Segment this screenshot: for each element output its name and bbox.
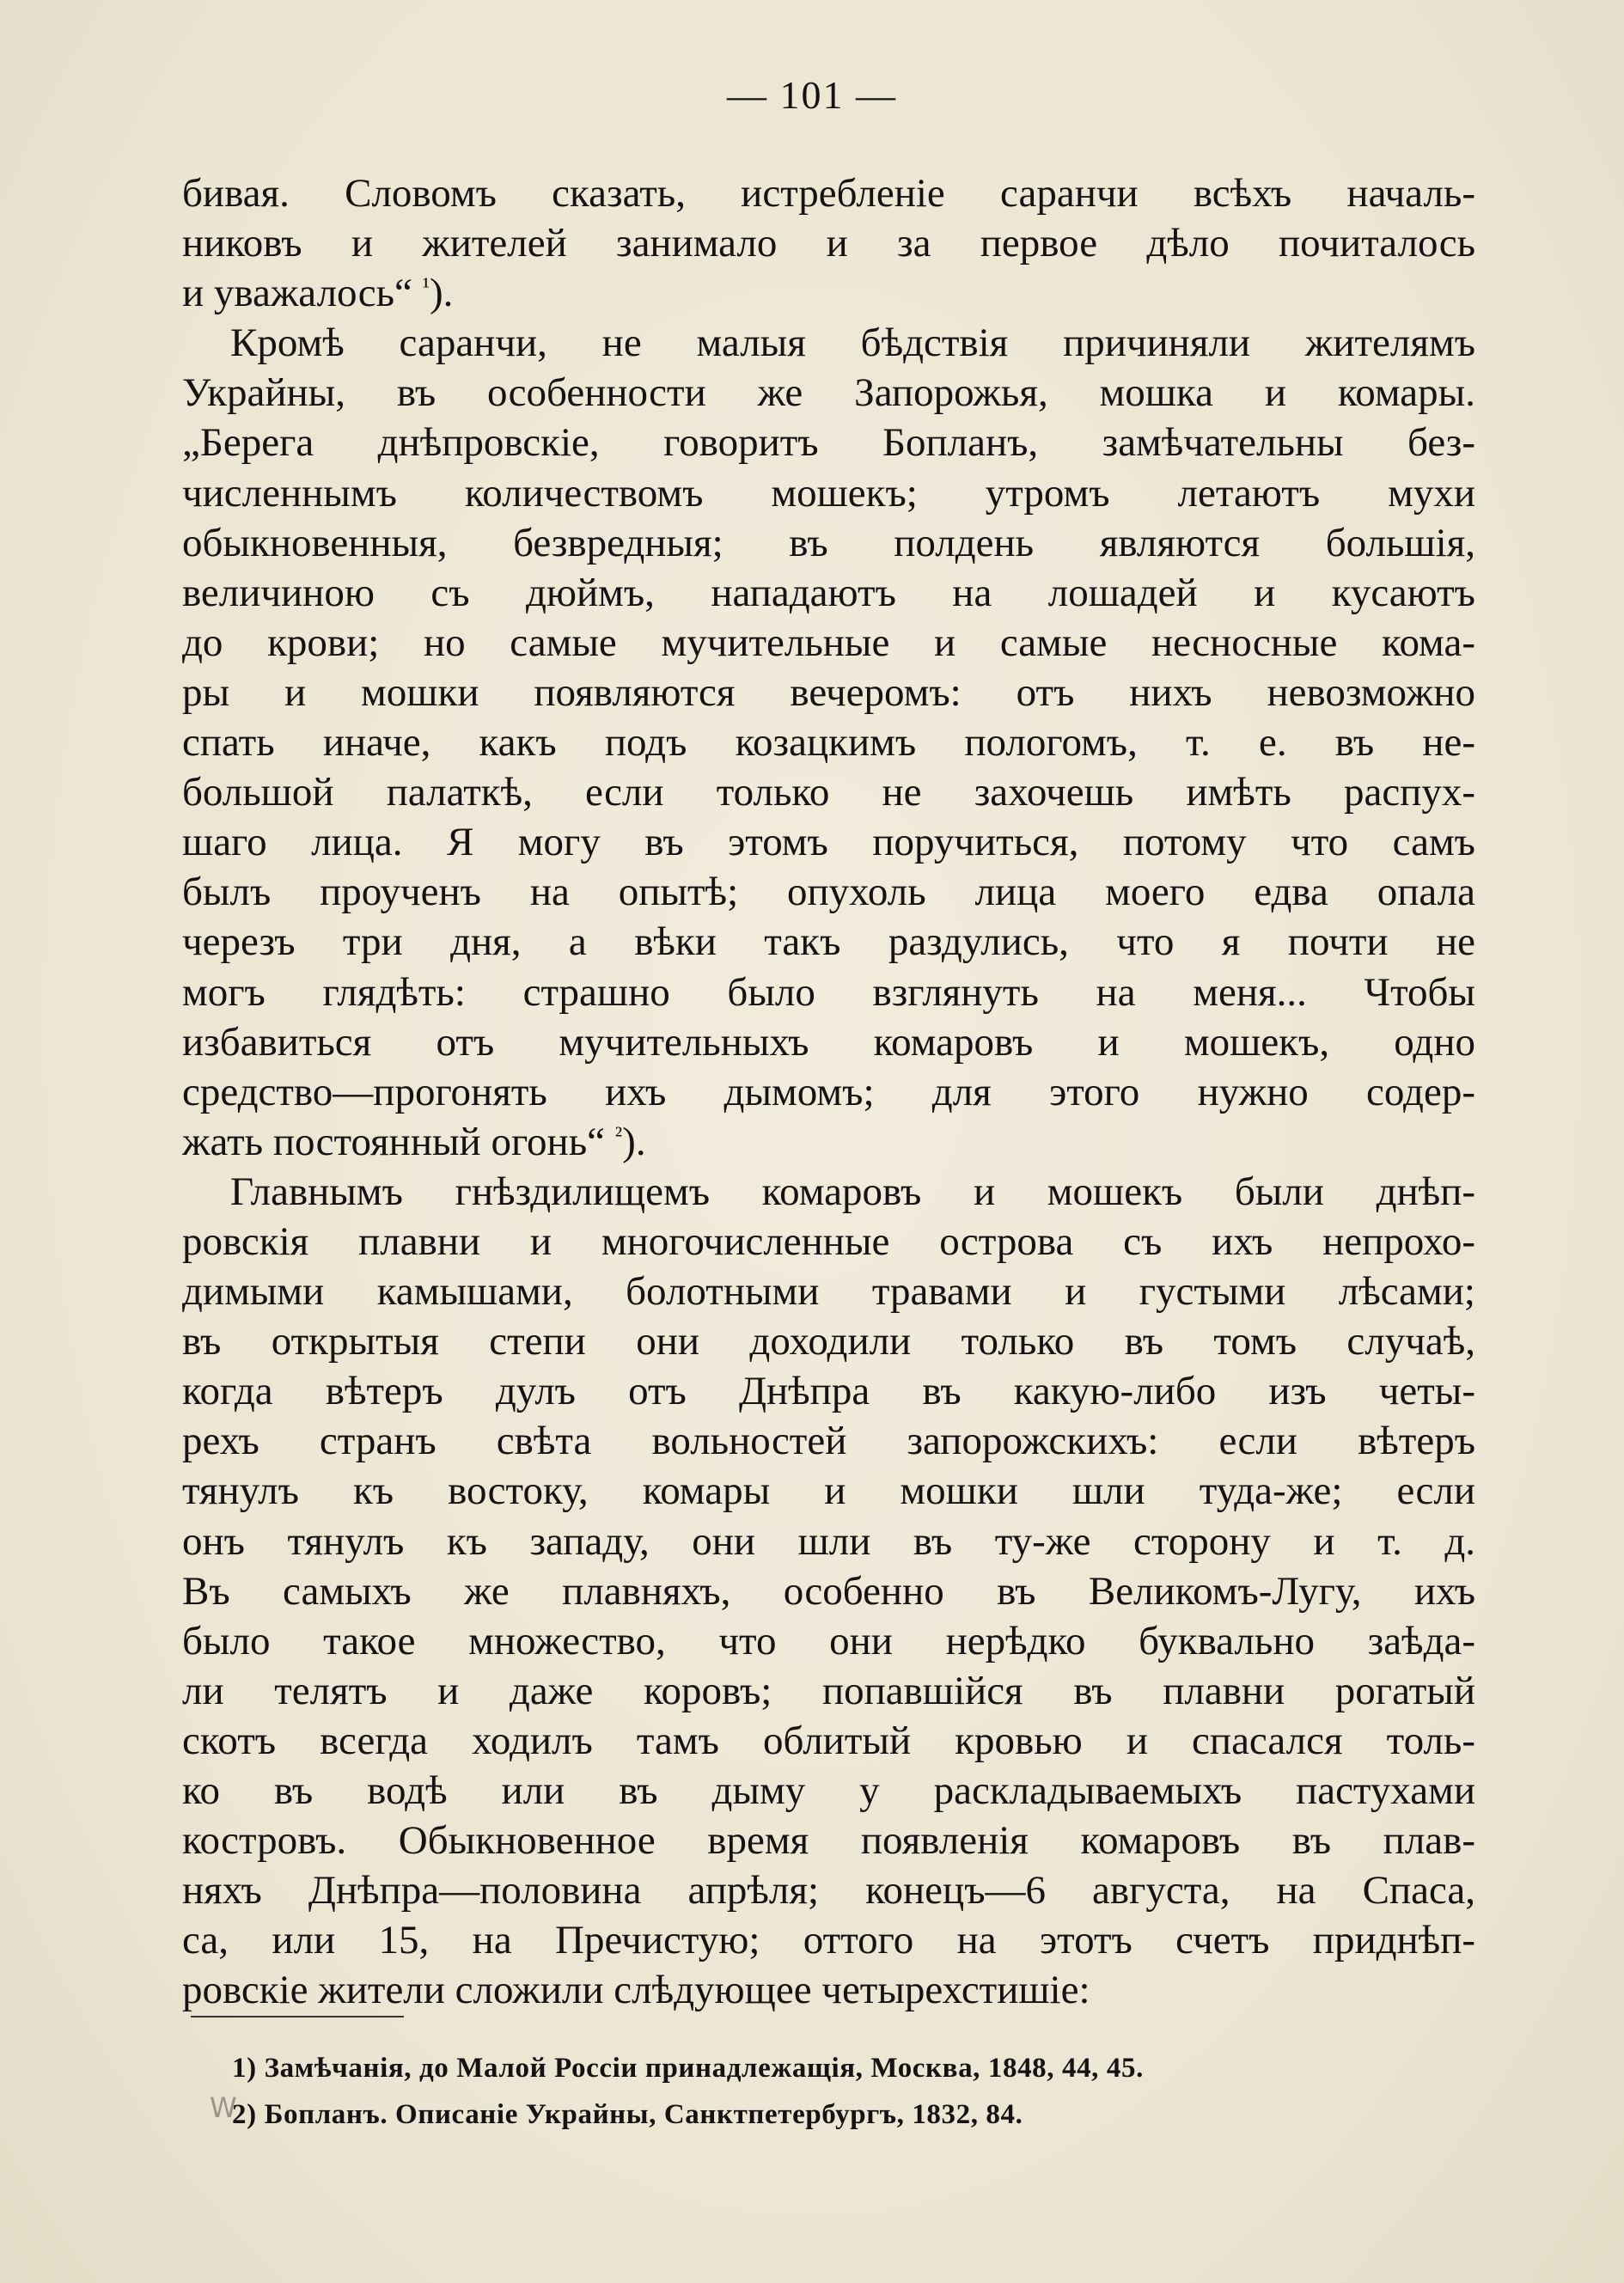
text-line: димыми камышами, болотными травами и густыми лѣсами;	[182, 1269, 1475, 1315]
text-line: „Берега днѣпровскіе, говоритъ Бопланъ, замѣчательны без-	[182, 420, 1475, 466]
text-line: было такое множество, что они нерѣдко буквально заѣда-	[182, 1618, 1475, 1663]
footnote-divider	[191, 2016, 404, 2017]
footnote-mark: 1)	[232, 2053, 257, 2084]
text-line: численнымъ количествомъ мошекъ; утромъ летаютъ мухи	[182, 470, 1475, 516]
footnotes	[232, 2045, 1478, 2138]
text-line: Украйны, въ особенности же Запорожья, мошка и комары.	[182, 370, 1475, 416]
text-line: са, или 15, на Пречистую; оттого на этотъ счетъ приднѣп-	[182, 1918, 1475, 1963]
text-line: черезъ три дня, а вѣки такъ раздулись, что я почти не	[182, 919, 1475, 965]
text-line: костровъ. Обыкновенное время появленія комаровъ въ плав-	[182, 1818, 1475, 1864]
text-line: спать иначе, какъ подъ козацкимъ пологомъ, т. е. въ не-	[182, 720, 1475, 766]
text-line: избавиться отъ мучительныхъ комаровъ и мошекъ, одно	[182, 1019, 1475, 1065]
text-line: ли телятъ и даже коровъ; попавшійся въ плавни рогатый	[182, 1668, 1475, 1713]
footnote-mark: 2)	[232, 2099, 257, 2130]
footnote	[232, 2091, 1478, 2138]
body-text	[182, 168, 1475, 2015]
text-line: средство—прогонять ихъ дымомъ; для этого нужно содер-	[182, 1069, 1475, 1114]
footnote-text: Замѣчанія, до Малой Россіи принадлежащія, Москва, 1848, 44, 45.	[264, 2053, 1144, 2084]
page-number: — 101 —	[727, 73, 897, 117]
text-line: тянулъ къ востоку, комары и мошки шли туда-же; если	[182, 1468, 1475, 1514]
text-line: до крови; но самые мучительные и самые несносные кома-	[182, 620, 1475, 665]
footnote-reference: ²	[614, 1121, 623, 1149]
text-line: обыкновенныя, безвредныя; въ полдень являются большія,	[182, 520, 1475, 565]
text-line: величиною съ дюймъ, нападаютъ на лошадей и кусаютъ	[182, 570, 1475, 615]
text-line: жать постоянный огонь“ $^{^2}$).	[182, 1119, 646, 1164]
text-line: онъ тянулъ къ западу, они шли въ ту-же сторону и т. д.	[182, 1518, 1475, 1564]
text-line: и уважалось“ $^{^1}$).	[182, 271, 454, 316]
text-line: ко въ водѣ или въ дыму у раскладываемыхъ пастухами	[182, 1768, 1475, 1813]
text-line: няхъ Днѣпра—половина апрѣля; конецъ—6 августа, на Спаса,	[182, 1868, 1475, 1914]
text-line: Въ самыхъ же плавняхъ, особенно въ Великомъ-Лугу, ихъ	[182, 1568, 1475, 1614]
footnote-reference: ¹	[422, 273, 430, 301]
footnote	[232, 2045, 1478, 2091]
text-line: скотъ всегда ходилъ тамъ облитый кровью и спасался толь-	[182, 1718, 1475, 1763]
text-line: Главнымъ гнѣздилищемъ комаровъ и мошекъ были днѣп-	[230, 1169, 1475, 1214]
text-line: ровскія плавни и многочисленные острова съ ихъ непрохо-	[182, 1218, 1475, 1264]
margin-mark: W	[210, 2091, 237, 2124]
text-line: въ открытыя степи они доходили только въ томъ случаѣ,	[182, 1319, 1475, 1364]
text-line: ры и мошки появляются вечеромъ: отъ нихъ невозможно	[182, 669, 1475, 715]
text-line: ровскіе жители сложили слѣдующее четырехстишіе:	[182, 1968, 1090, 2013]
text-line: большой палаткѣ, если только не захочешь имѣть распух-	[182, 770, 1475, 815]
text-line: никовъ и жителей занимало и за первое дѣло почиталось	[182, 221, 1475, 266]
text-line: могъ глядѣть: страшно было взглянуть на меня... Чтобы	[182, 969, 1475, 1015]
text-line: Кромѣ саранчи, не малыя бѣдствія причиняли жителямъ	[230, 320, 1475, 366]
text-line: шаго лица. Я могу въ этомъ поручиться, потому что самъ	[182, 820, 1475, 865]
text-line: бивая. Словомъ сказать, истребленіе саранчи всѣхъ началь-	[182, 171, 1475, 216]
text-line: былъ проученъ на опытѣ; опухоль лица моего едва опала	[182, 870, 1475, 915]
text-line: рехъ странъ свѣта вольностей запорожскихъ: если вѣтеръ	[182, 1419, 1475, 1464]
footnote-text: Бопланъ. Описаніе Украйны, Санктпетербургъ, 1832, 84.	[264, 2099, 1023, 2130]
text-line: когда вѣтеръ дулъ отъ Днѣпра въ какую-либо изъ четы-	[182, 1369, 1475, 1414]
